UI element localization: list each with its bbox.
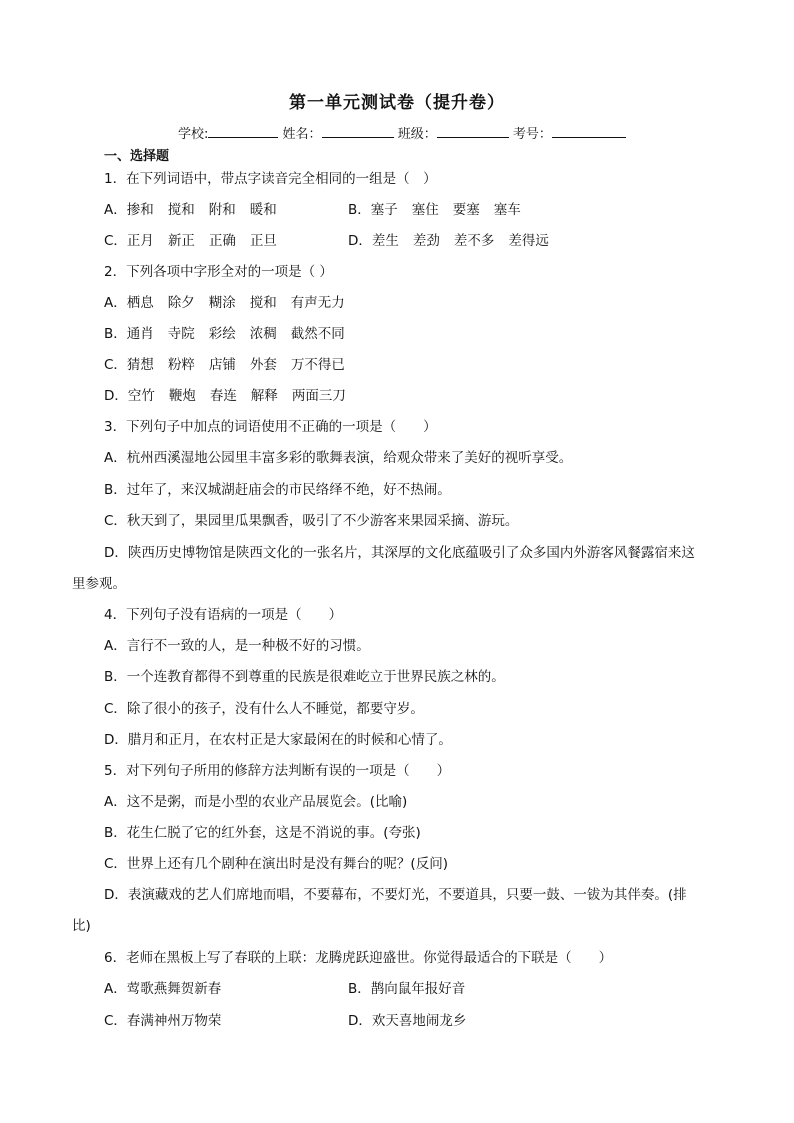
option-b: B．塞子 塞住 要塞 塞车 xyxy=(348,202,521,218)
id-blank xyxy=(552,124,626,138)
option-d: D．表演藏戏的艺人们席地而唱，不要幕布，不要灯光，不要道具，只要一鼓、一钹为其伴奏。(排 xyxy=(104,887,687,903)
option-d: D．陕西历史博物馆是陕西文化的一张名片，其深厚的文化底蕴吸引了众多国内外游客风餐露宿来这 xyxy=(104,545,695,561)
option-b: B．过年了，来汉城湖赶庙会的市民络绎不绝，好不热闹。 xyxy=(104,482,451,498)
option-a: A．栖息 除夕 糊涂 搅和 有声无力 xyxy=(104,295,345,311)
option-d: D．差生 差劲 差不多 差得远 xyxy=(348,233,549,249)
option-a: A．言行不一致的人，是一种极不好的习惯。 xyxy=(104,638,370,654)
page-title: 第一单元测试卷（提升卷） xyxy=(289,93,505,113)
option-c: C．春满神州万物荣 xyxy=(104,1013,222,1029)
option-a: A．杭州西溪湿地公园里丰富多彩的歌舞表演，给观众带来了美好的视听享受。 xyxy=(104,450,573,466)
class-blank xyxy=(437,124,509,138)
school-label: 学校: xyxy=(178,127,209,142)
option-b: B．通肖 寺院 彩绘 浓稠 截然不同 xyxy=(104,326,345,342)
question-stem: 4．下列句子没有语病的一项是（ ） xyxy=(104,607,343,623)
option-a: A．这不是粥，而是小型的农业产品展览会。(比喻) xyxy=(104,794,408,810)
option-d: D．空竹 鞭炮 春连 解释 两面三刀 xyxy=(104,388,346,404)
question-stem: 5．对下列句子所用的修辞方法判断有误的一项是（ ） xyxy=(104,763,451,779)
option-d-continued: 里参观。 xyxy=(72,576,126,592)
option-d: D．欢天喜地闹龙乡 xyxy=(348,1013,467,1029)
section-title: 一、选择题 xyxy=(104,149,170,164)
question-stem: 3．下列句子中加点的词语使用不正确的一项是（ ） xyxy=(104,419,437,435)
question-stem: 1．在下列词语中，带点字读音完全相同的一组是（ ） xyxy=(104,171,437,187)
name-blank xyxy=(322,124,394,138)
option-c: C．秋天到了，果园里瓜果飘香，吸引了不少游客来果园采摘、游玩。 xyxy=(104,513,519,529)
name-label: 姓名： xyxy=(282,127,322,142)
option-b: B．一个连教育都得不到尊重的民族是很难屹立于世界民族之林的。 xyxy=(104,669,505,685)
option-c: C．正月 新正 正确 正旦 xyxy=(104,233,277,249)
student-info-row xyxy=(178,123,626,142)
id-label: 考号： xyxy=(512,127,552,142)
option-c: C．除了很小的孩子，没有什么人不睡觉，都要守岁。 xyxy=(104,701,424,717)
option-d: D．腊月和正月，在农村正是大家最闲在的时候和心情了。 xyxy=(104,732,452,748)
option-b: B．花生仁脱了它的红外套，这是不消说的事。(夸张) xyxy=(104,825,421,841)
option-a: A．掺和 搅和 附和 暖和 xyxy=(104,202,277,218)
class-label: 班级： xyxy=(397,127,437,142)
option-d-continued: 比) xyxy=(72,918,91,934)
option-b: B．鹊向鼠年报好音 xyxy=(348,981,466,997)
option-c: C．世界上还有几个剧种在演出时是没有舞台的呢？(反问) xyxy=(104,856,448,872)
option-a: A．莺歌燕舞贺新春 xyxy=(104,981,222,997)
option-c: C．猜想 粉粹 店铺 外套 万不得已 xyxy=(104,357,345,373)
school-blank xyxy=(208,124,278,138)
question-stem: 6．老师在黑板上写了春联的上联：龙腾虎跃迎盛世。你觉得最适合的下联是（ ） xyxy=(104,950,613,966)
question-stem: 2．下列各项中字形全对的一项是（ ） xyxy=(104,264,333,280)
